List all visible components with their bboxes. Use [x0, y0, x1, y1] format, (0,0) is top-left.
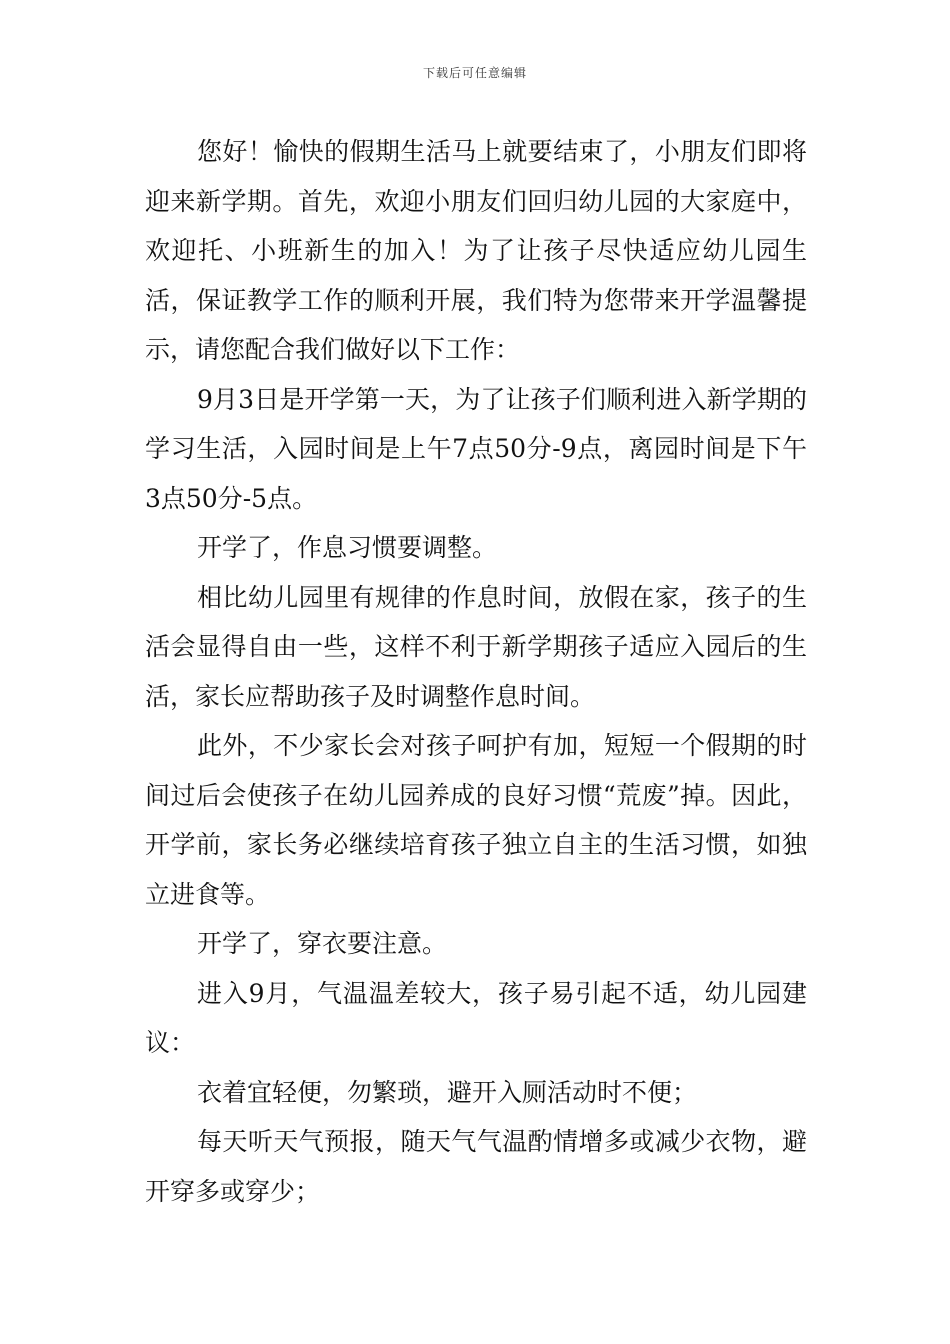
paragraph-heading-routine: 开学了，作息习惯要调整。	[197, 533, 498, 562]
paragraph-habits: 此外，不少家长会对孩子呵护有加，短短一个假期的时间过后会使孩子在幼儿园养成的良好习惯“荒废”掉。因此，开学前，家长务必继续培育孩子独立自主的生活习惯，如独立进食等。	[145, 731, 807, 909]
paragraph-heading-clothing: 开学了，穿衣要注意。	[197, 929, 448, 958]
paragraph-weather-forecast: 每天听天气预报，随天气气温酌情增多或减少衣物，避开穿多或穿少；	[145, 1127, 807, 1206]
document-body	[145, 127, 807, 1216]
paragraph-school-hours: 9月3日是开学第一天，为了让孩子们顺利进入新学期的学习生活，入园时间是上午7点50分-9点，离园时间是下午3点50分-5点。	[145, 384, 807, 513]
paragraph-greeting: 您好！愉快的假期生活马上就要结束了，小朋友们即将迎来新学期。首先，欢迎小朋友们回归幼儿园的大家庭中，欢迎托、小班新生的加入！为了让孩子尽快适应幼儿园生活，保证教学工作的顺利开展，我们特为您带来开学温馨提示，请您配合我们做好以下工作：	[145, 137, 807, 364]
paragraph-temperature: 进入9月，气温温差较大，孩子易引起不适，幼儿园建议：	[145, 978, 807, 1057]
page-header-note: 下载后可任意编辑	[422, 66, 527, 80]
paragraph-clothing-light: 衣着宜轻便，勿繁琐，避开入厕活动时不便；	[197, 1077, 698, 1107]
paragraph-routine-adjust: 相比幼儿园里有规律的作息时间，放假在家，孩子的生活会显得自由一些，这样不利于新学期孩子适应入园后的生活，家长应帮助孩子及时调整作息时间。	[145, 582, 807, 711]
